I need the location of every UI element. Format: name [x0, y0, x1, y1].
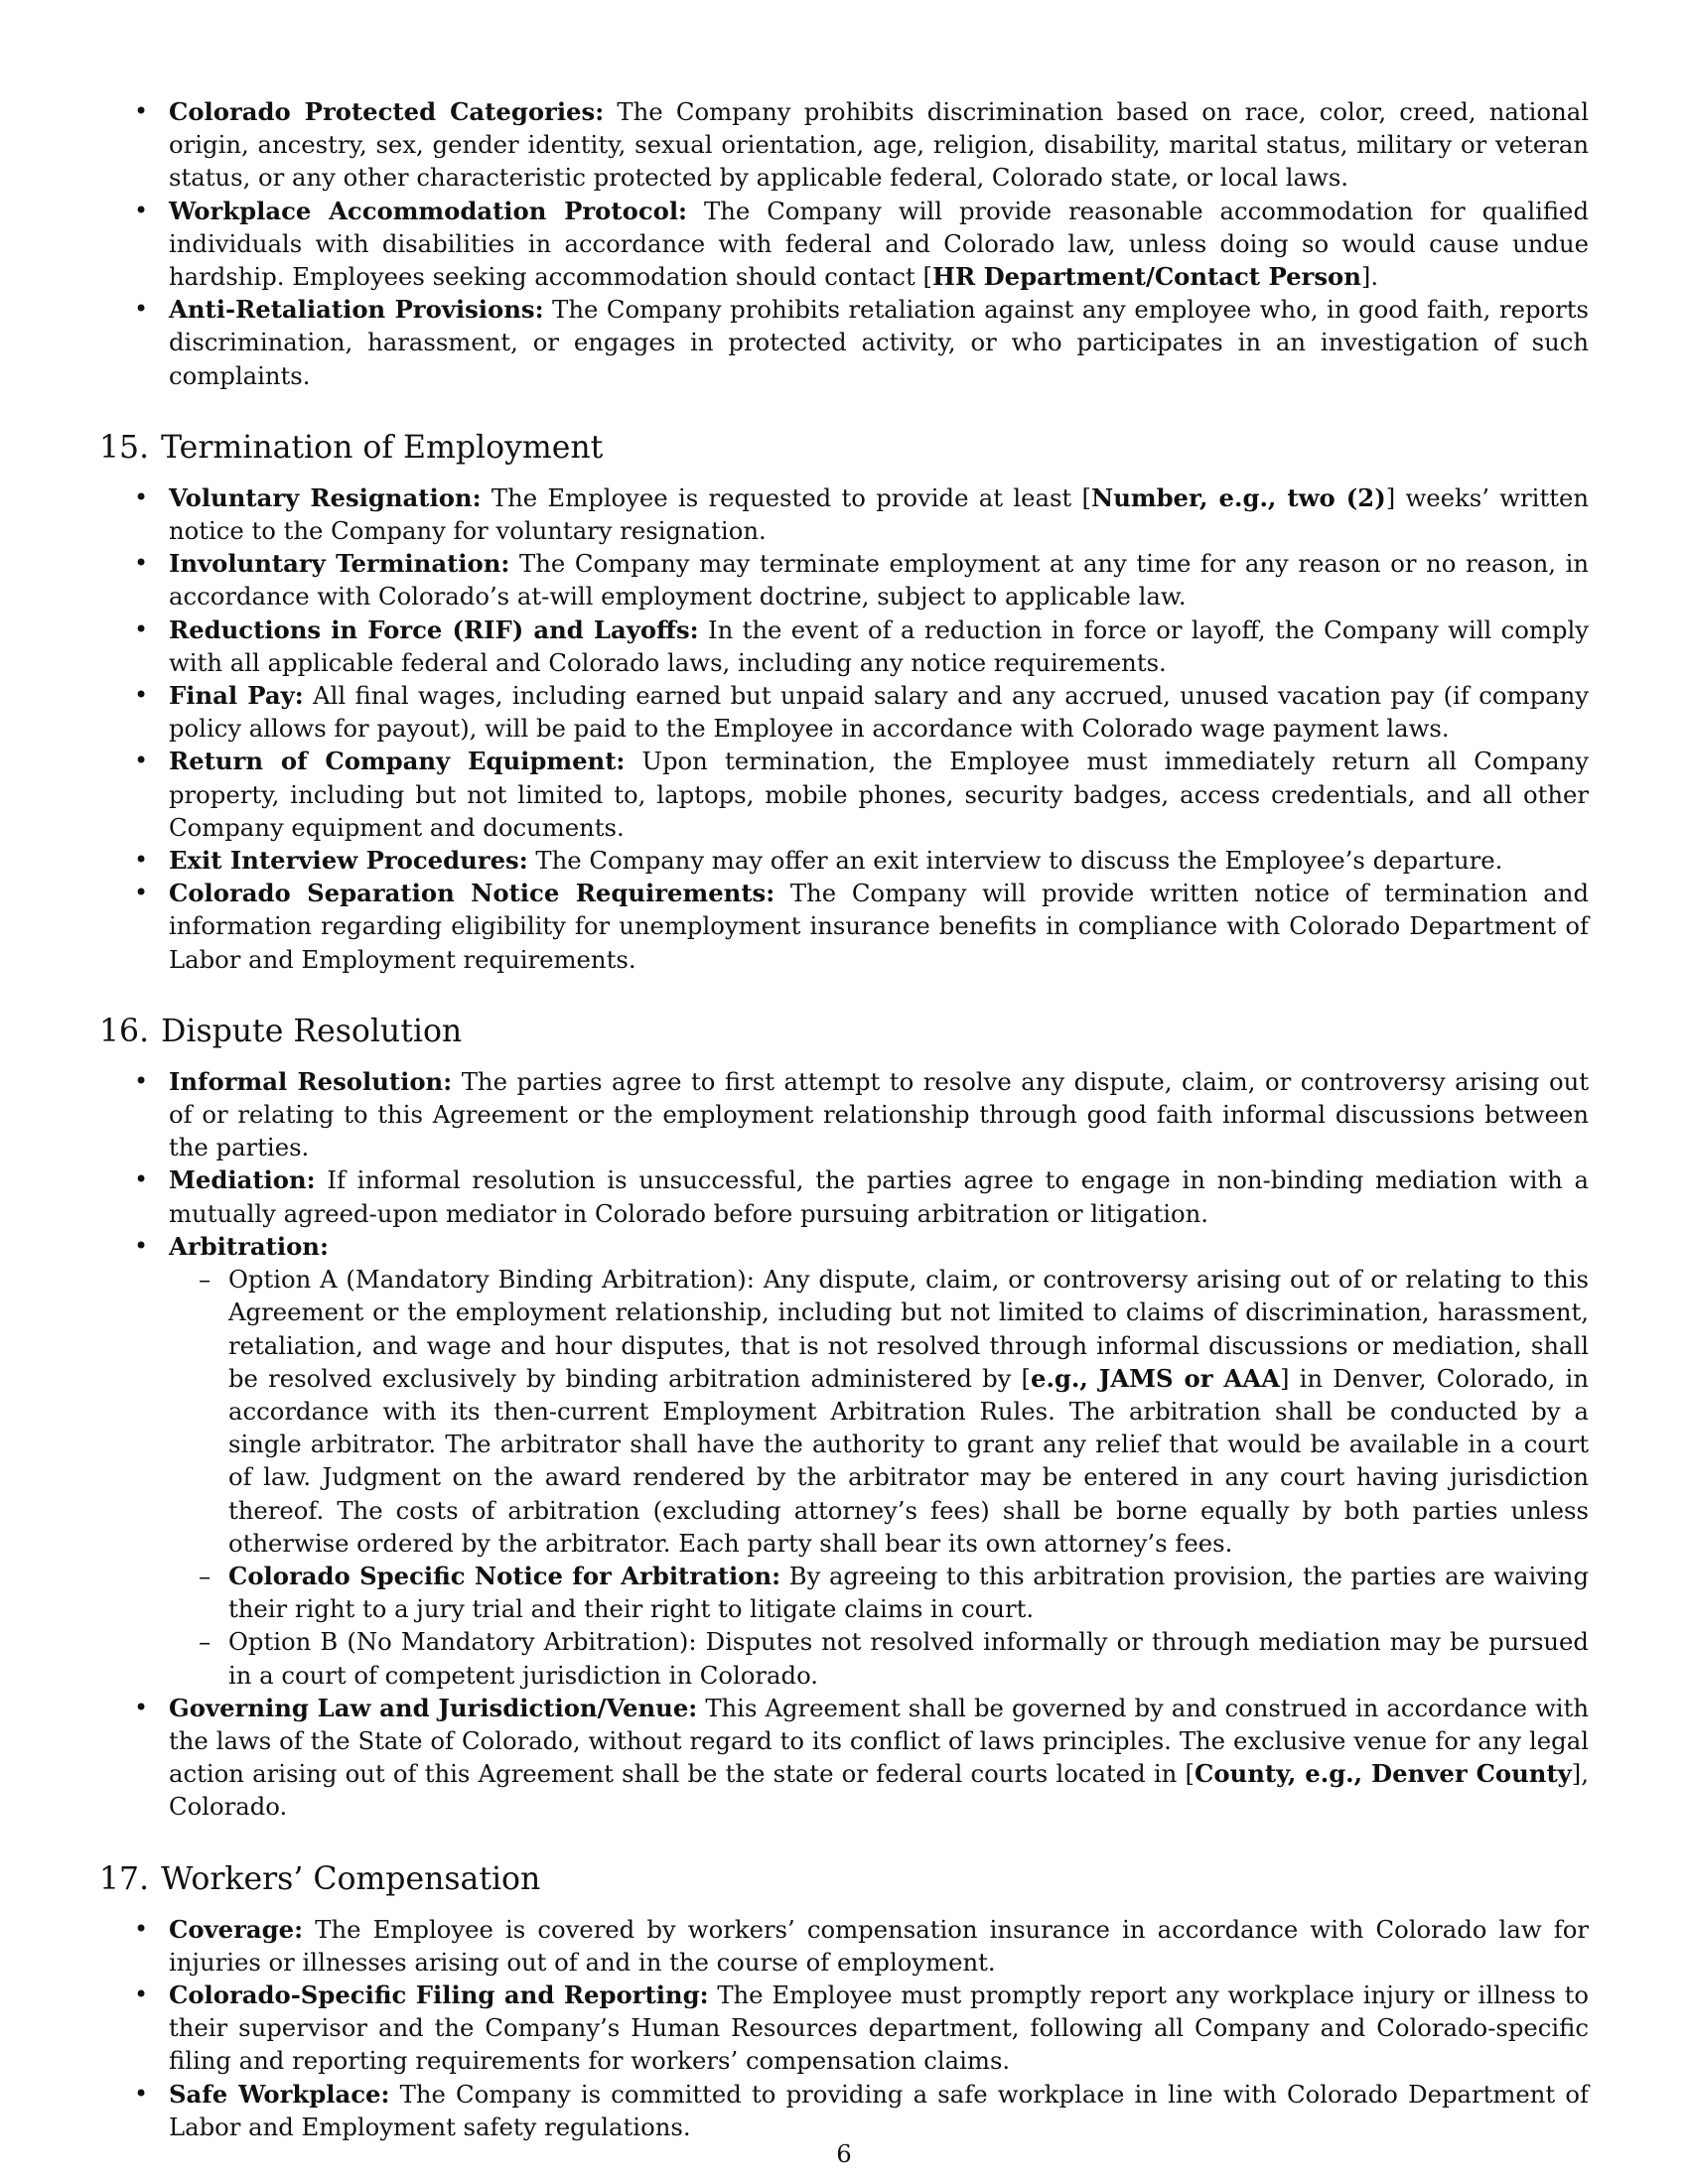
item-text: This Agreement shall be governed by and construed in accordance with the laws of the State of Colorado, without regard to its conflict of laws principles. The exclusive venue for any legal action arising out of this Agreement shall be the state or federal courts located in [ — [169, 1693, 1589, 1789]
item-text: Upon termination, the Employee must immediately return all Company property, including but not limited to, laptops, mobile phones, security badges, access credentials, and all other Company equipment and documents. — [169, 747, 1589, 842]
page-number: 6 — [836, 2139, 852, 2168]
placeholder-field: County, e.g., Denver County — [1194, 1759, 1572, 1789]
list-item — [99, 195, 1589, 294]
section-number: 16. — [99, 1013, 150, 1049]
item-text: The Company is committed to providing a safe workplace in line with Colorado Department of Labor and Employment safety regulations. — [169, 2079, 1589, 2141]
item-text: The Company prohibits retaliation against any employee who, in good faith, reports discrimination, harassment, or engages in protected activity, or who participates in an investigation of such complaints. — [169, 295, 1589, 390]
list-item — [99, 877, 1589, 976]
sub-list-item — [169, 1560, 1589, 1625]
item-label: Involuntary Termination: — [169, 549, 510, 579]
anti-discrimination-list — [99, 95, 1589, 392]
section-heading-dispute-resolution — [99, 976, 1589, 1065]
page-content — [99, 95, 1589, 2143]
item-label: Colorado Protected Categories: — [169, 97, 605, 126]
section-number: 15. — [99, 429, 150, 466]
item-label: Exit Interview Procedures: — [169, 846, 528, 876]
item-text: The parties agree to first attempt to resolve any dispute, claim, or controversy arising out of or relating to this Agreement or the employment relationship through good faith informal discussions between the parties. — [169, 1066, 1589, 1162]
workers-compensation-list — [99, 1913, 1589, 2143]
item-label: Workplace Accommodation Protocol: — [169, 196, 688, 225]
dispute-resolution-list — [99, 1065, 1589, 1824]
item-text: ], Colorado. — [169, 1759, 1589, 1822]
item-label: Colorado-Specific Filing and Reporting: — [169, 1979, 709, 2009]
list-item — [99, 1230, 1589, 1692]
list-item — [99, 745, 1589, 844]
item-text: By agreeing to this arbitration provision, the parties are waiving their right to a jury trial and their right to litigate claims in court. — [228, 1561, 1589, 1624]
section-heading-termination — [99, 392, 1589, 481]
item-label: Arbitration: — [169, 1231, 329, 1261]
item-text: If informal resolution is unsuccessful, the parties agree to engage in non-binding mediation with a mutually agreed-upon mediator in Colorado before pursuing arbitration or litigation. — [169, 1165, 1589, 1228]
list-item — [99, 547, 1589, 613]
item-label: Reductions in Force (RIF) and Layoffs: — [169, 614, 699, 644]
item-text: ] in Denver, Colorado, in accordance with its then-current Employment Arbitration Rules. The arbitration shall be conducted by a single arbitrator. The arbitrator shall have the authority to grant any relief that would be available in a court of law. Judgment on the award rendered by the arbitrator may be entered in any court having jurisdiction thereof. The costs of arbitration (excluding attorney’s fees) shall be borne equally by both parties unless otherwise ordered by the arbitrator. Each party shall bear its own attorney’s fees. — [228, 1363, 1589, 1558]
item-text: The Company will provide reasonable accommodation for qualified individuals with disabilities in accordance with federal and Colorado law, unless doing so would cause undue hardship. Employees seeking accommodation should contact [ — [169, 196, 1589, 292]
item-text: Option B (No Mandatory Arbitration): Disputes not resolved informally or through mediation may be pursued in a court of competent jurisdiction in Colorado. — [228, 1627, 1589, 1690]
list-item — [99, 1913, 1589, 1979]
item-text: The Company may offer an exit interview to discuss the Employee’s departure. — [527, 846, 1503, 876]
list-item — [99, 1065, 1589, 1164]
list-item — [99, 679, 1589, 745]
item-label: Safe Workplace: — [169, 2079, 390, 2109]
item-text: The Company prohibits discrimination based on race, color, creed, national origin, ancestry, sex, gender identity, sexual orientation, age, religion, disability, marital status, military or veteran status, or any other characteristic protected by applicable federal, Colorado state, or local laws. — [169, 97, 1589, 193]
list-item — [99, 293, 1589, 392]
item-text: The Company will provide written notice of termination and information regarding eligibility for unemployment insurance benefits in compliance with Colorado Department of Labor and Employment requirements. — [169, 879, 1589, 974]
item-label: Coverage: — [169, 1914, 304, 1944]
sub-list-item — [169, 1625, 1589, 1691]
item-label: Governing Law and Jurisdiction/Venue: — [169, 1693, 698, 1722]
item-text: All final wages, including earned but unpaid salary and any accrued, unused vacation pay (if company policy allows for payout), will be paid to the Employee in accordance with Colorado wage payment laws. — [169, 681, 1589, 744]
arbitration-options-list — [169, 1263, 1589, 1692]
placeholder-field: Number, e.g., two (2) — [1090, 482, 1386, 512]
item-text: ] weeks’ written notice to the Company for voluntary resignation. — [169, 482, 1590, 546]
item-text: ]. — [1360, 262, 1379, 292]
list-item — [99, 1692, 1589, 1824]
list-item — [99, 614, 1589, 679]
section-title: Dispute Resolution — [161, 1013, 463, 1049]
item-label: Colorado Specific Notice for Arbitration: — [228, 1561, 781, 1590]
section-heading-workers-compensation — [99, 1824, 1589, 1913]
placeholder-field: e.g., JAMS or AAA — [1031, 1363, 1280, 1393]
item-label: Anti-Retaliation Provisions: — [169, 295, 544, 325]
list-item — [99, 1163, 1589, 1229]
item-label: Informal Resolution: — [169, 1066, 453, 1096]
sub-list-item — [169, 1263, 1589, 1560]
item-text: The Employee is covered by workers’ compensation insurance in accordance with Colorado law for injuries or illnesses arising out of and in the course of employment. — [169, 1914, 1589, 1977]
section-title: Termination of Employment — [161, 429, 604, 466]
list-item — [99, 481, 1589, 547]
list-item — [99, 1979, 1589, 2078]
item-label: Final Pay: — [169, 681, 304, 711]
item-text: The Employee must promptly report any workplace injury or illness to their supervisor and the Company’s Human Resources department, following all Company and Colorado-specific filing and reporting requirements for workers’ compensation claims. — [169, 1979, 1589, 2076]
section-number: 17. — [99, 1860, 150, 1897]
item-label: Mediation: — [169, 1165, 316, 1195]
section-title: Workers’ Compensation — [161, 1860, 541, 1897]
termination-list — [99, 481, 1589, 976]
item-label: Voluntary Resignation: — [169, 482, 482, 512]
list-item — [99, 95, 1589, 195]
list-item — [99, 844, 1589, 877]
item-label: Return of Company Equipment: — [169, 747, 626, 776]
item-text: Option A (Mandatory Binding Arbitration): Any dispute, claim, or controversy arising out of or relating to this Agreement or the employment relationship, including but not limited to claims of discrimination, harassment, retaliation, and wage and hour disputes, that is not resolved through informal discussions or mediation, shall be resolved exclusively by binding arbitration administered by [ — [228, 1265, 1589, 1393]
list-item — [99, 2078, 1589, 2143]
item-label: Colorado Separation Notice Requirements: — [169, 879, 775, 908]
item-text: In the event of a reduction in force or layoff, the Company will comply with all applicable federal and Colorado laws, including any notice requirements. — [169, 614, 1589, 677]
item-text: The Employee is requested to provide at least [ — [481, 482, 1091, 512]
placeholder-field: HR Department/Contact Person — [932, 262, 1361, 292]
item-text: The Company may terminate employment at any time for any reason or no reason, in accordance with Colorado’s at-will employment doctrine, subject to applicable law. — [169, 549, 1589, 612]
